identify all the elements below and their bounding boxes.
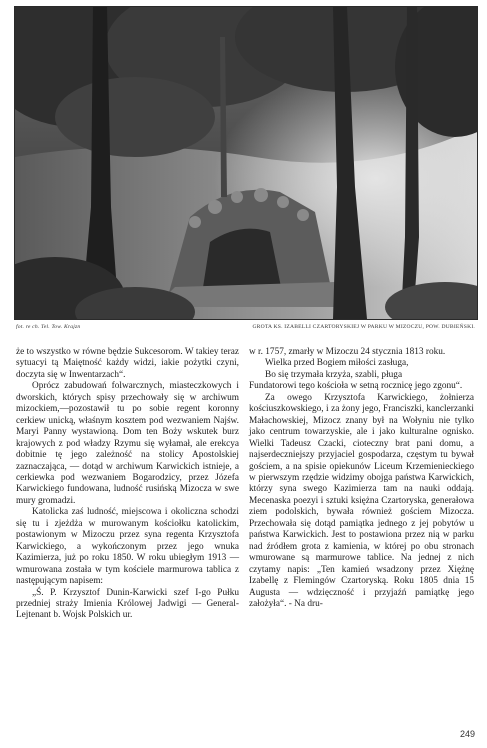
- photo-credit: fot. re ch. Tel. Tow. Krajzn: [16, 324, 81, 330]
- page-number: 249: [459, 729, 475, 739]
- paragraph: Za owego Krzysztofa Karwickiego, żołnierza kościuszkowskiego, i za żony jego, Franciszki, kanclerzanki Małachowskiej, Mizocz znany był na Wołyniu nie tylko jako centrum towarzyskie, ale i jako kulturalne ognisko. Wielki Tadeusz Czacki, cioteczny brat pani domu, a najserdeczniejszy przyjaciel gospodarza, częstym tu bywał gościem, a na spisie opiekunów Liceum Krzemienieckiego w pierwszym rzędzie widzimy obojga państwa Karwickich, którzy syna swego Kazimierza tam na nauki oddają. Mecenaska poezyi i sztuki księżna Czartoryska, generałowa ziem podolskich, bywała również gościem Mizocza. Przechowała się dotąd pamiątka jednego z jej pobytów u państwa Karwickich. Jest to postawiona przez nią w parku nad źródłem grota z kamienia, w której po obu stronach wmurowane są marmurowe tablice. Na jednej z nich czytamy napis: „Ten kamień wsadzony przez Xiężnę Izabellę z Flemingów Czartoryską. Roku 1805 dnia 15 Augusta — wdzięczność i przyjaźń pamiątkę jego założyła“. - Na dru-: [249, 392, 474, 609]
- photo-caption: GROTA KS. IZABELLI CZARTORYSKIEJ W PARKU W MIZOCZU, POW. DUBIEŃSKI.: [252, 324, 475, 330]
- paragraph: Fundatorowi tego kościoła w setną rocznicę jego zgonu“.: [249, 381, 463, 392]
- text-column-left: [16, 347, 239, 622]
- paragraph: Katolicka zaś ludność, miejscowa i okoliczna schodzi się tu i zjeżdża w murowanym kościołku katolickim, postawionym w Mizoczu przez syna regenta Krzysztofa Karwickiego, a wykończonym przez jego wnuka Kazimierza, już po roku 1850. W roku ubiegłym 1913 — wmurowana została w tym kościele marmurowa tablica z następującym napisem:: [16, 507, 239, 587]
- verse-line: Bo się trzymała krzyża, szabli, pługa: [265, 369, 403, 380]
- paragraph: Oprócz zabudowań folwarcznych, miasteczkowych i dworskich, których spisy przechowały się w archiwum mizockiem,—pozostawił tu po sobie regent koronny cerkiew unicką, właśnym kosztem pod wezwaniem Najśw. Maryi Panny wystawioną. Dom ten Boży wskutek burz krajowych z pod władzy Rzymu się wyłamał, ale erekcya dobitnie tę jego zależność na stolicy Apostolskiej zaznaczająca, — dotąd w archiwum Karwickich istnieje, a cerkiewka pod wezwaniem Bogarodzicy, przez Józefa Karwickiego fundowana, ludność rusińską Mizocza w swe mury gromadzi.: [16, 381, 239, 506]
- text-column-right: [249, 347, 474, 610]
- grotto-photograph-image: [15, 7, 477, 319]
- verse-line: Wielka przed Bogiem miłości zasługa,: [265, 358, 409, 369]
- paragraph: że to wszystko w równe będzie Sukcesorom. W takiey teraz sytuacyi tą Maiętność każdy widzi, iakie pożytki czyni, doczyta się w Inwentarzach“.: [16, 347, 239, 380]
- grotto-photograph: [14, 6, 478, 320]
- paragraph: „Ś. P. Krzysztof Dunin-Karwicki szef I-go Pułku przedniej straży Imienia Królowej Jadwigi — General-Lejtenant b. Wojsk Polskich ur.: [16, 587, 239, 621]
- paragraph: w r. 1757, zmarły w Mizoczu 24 stycznia 1813 roku.: [249, 347, 446, 357]
